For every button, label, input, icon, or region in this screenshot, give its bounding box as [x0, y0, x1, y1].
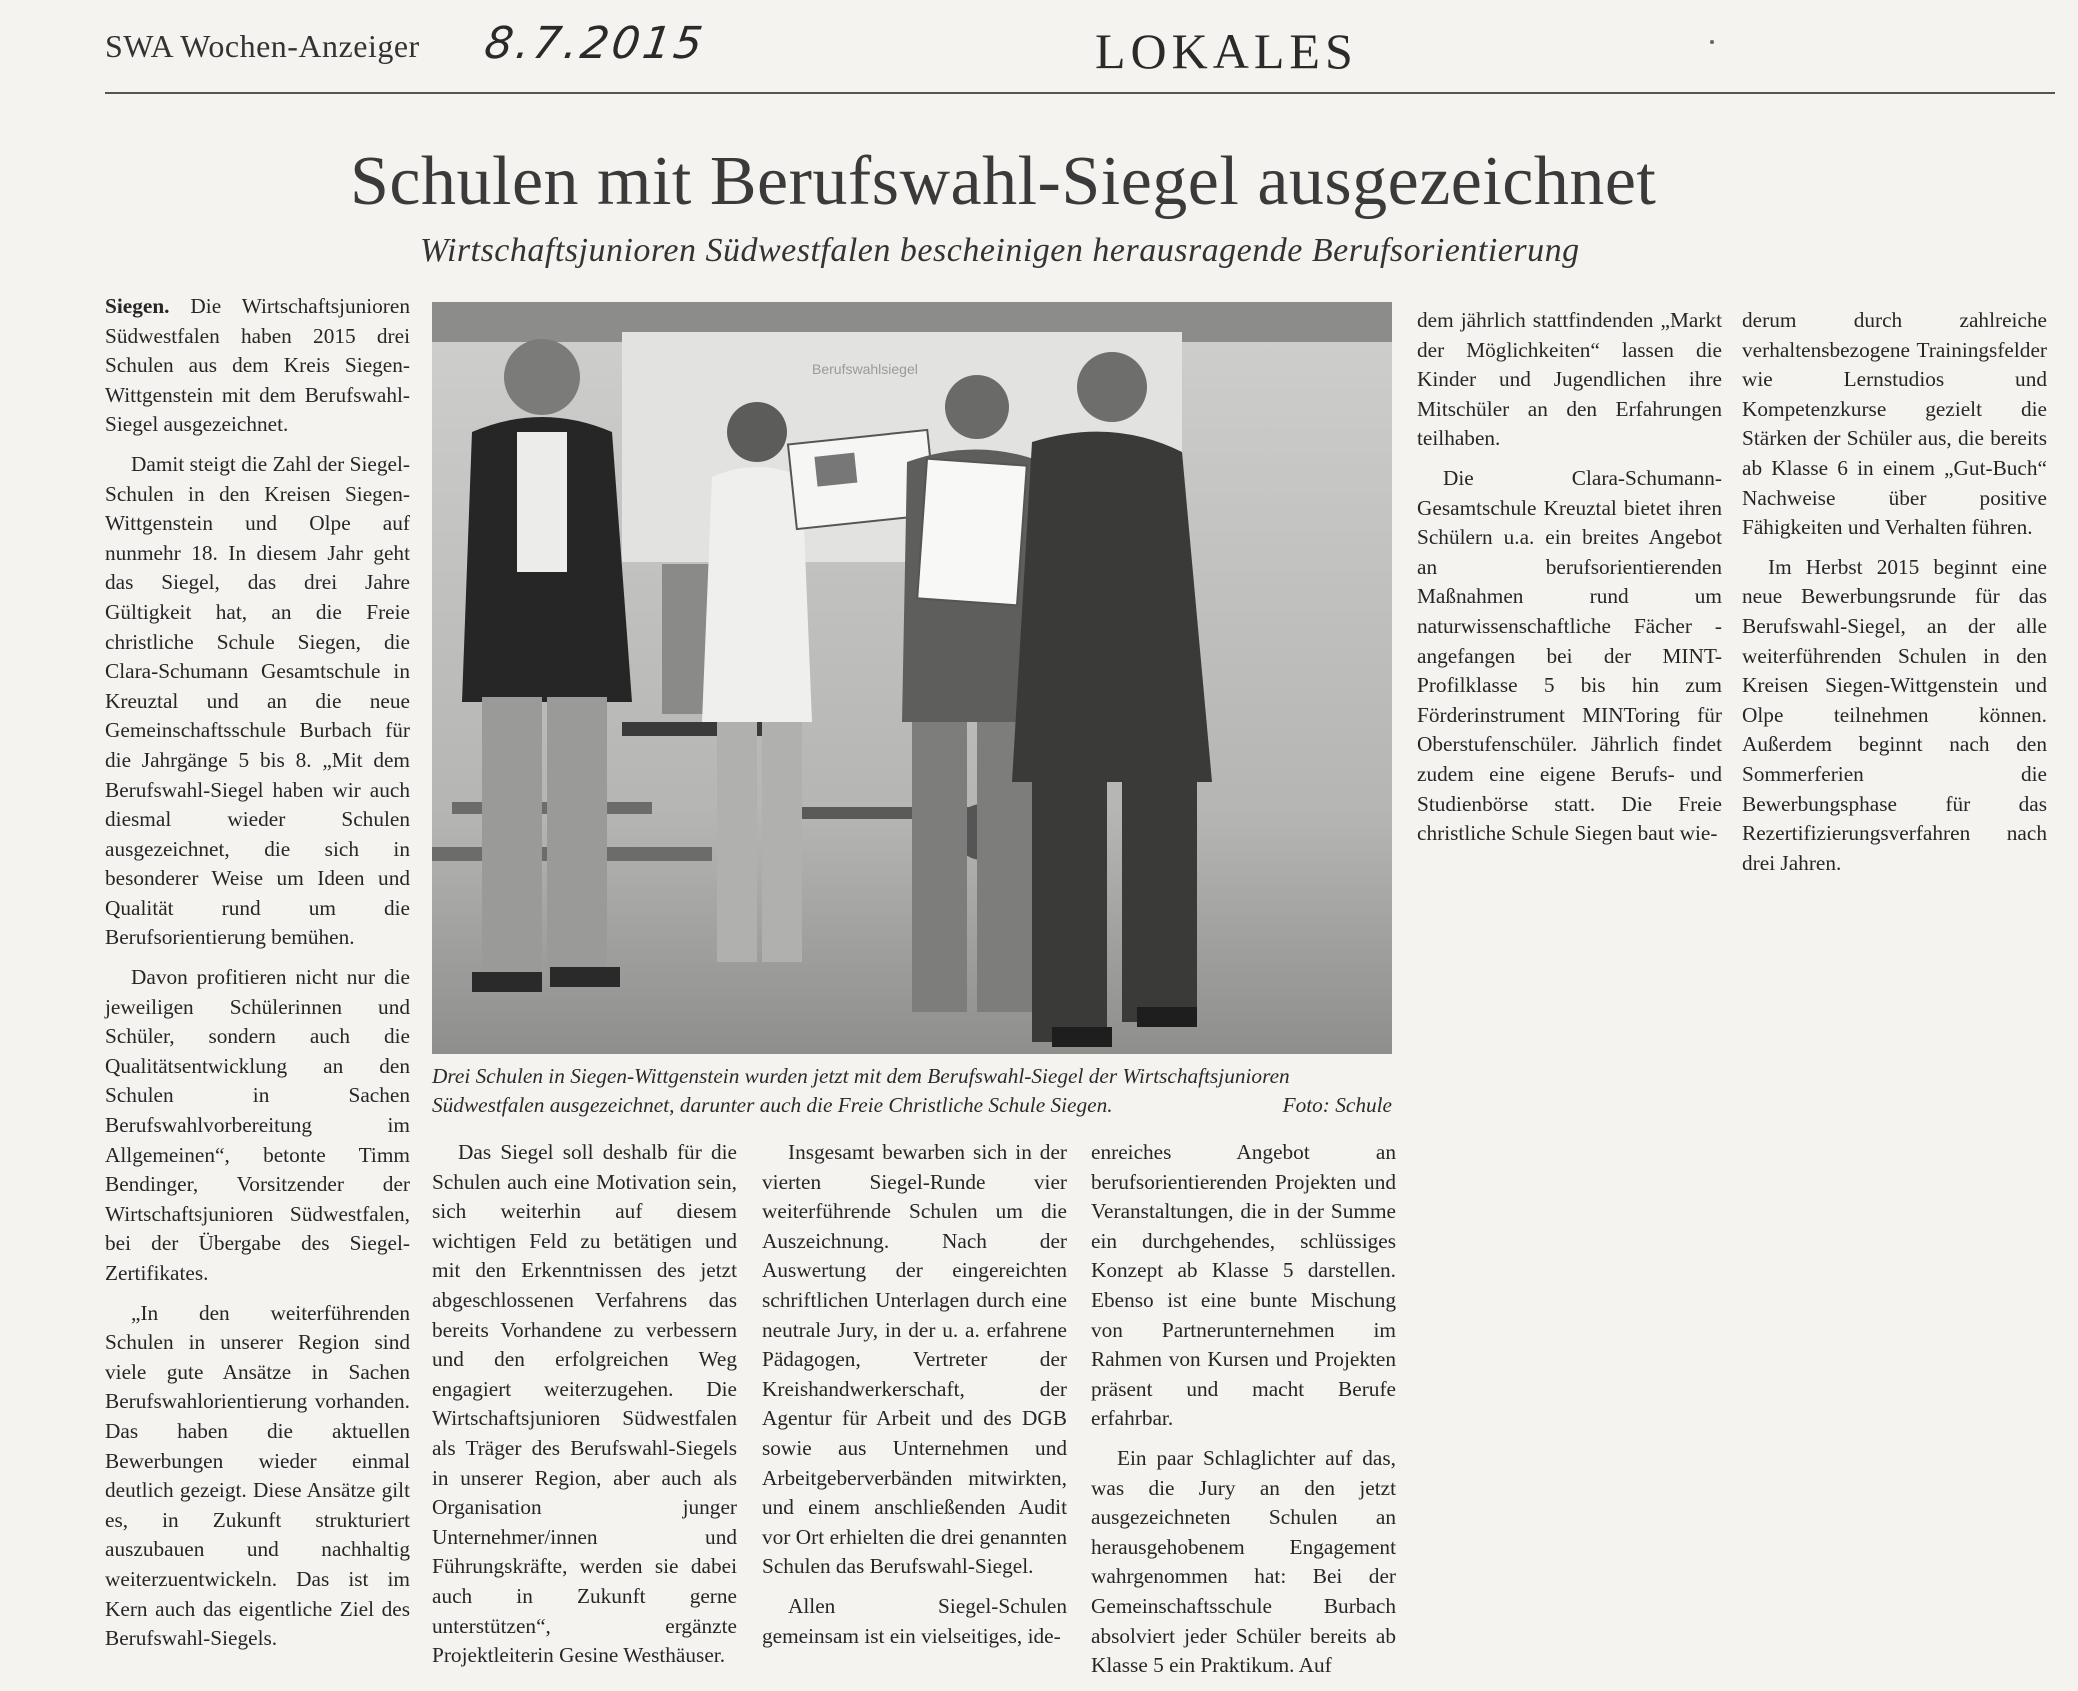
paragraph: enreiches Angebot an berufsorientierenden Projekten und Veranstaltungen, die in der Summe ein durchgehendes, schlüssiges Konzept ab Klasse 5 darstellen. Ebenso ist eine bunte Mischung von Partnerunternehmen im Rahmen von Kursen und Projekten präsent und macht Berufe erfahrbar. [1091, 1140, 1396, 1431]
paragraph: Damit steigt die Zahl der Siegel-Schulen in den Kreisen Siegen-Wittgenstein und Olpe auf nunmehr 18. In diesem Jahr geht das Siegel, das drei Jahre Gültigkeit hat, an die Freie christliche Schule Siegen, die Clara-Schumann Gesamtschule in Kreuztal und an die neue Gemeinschaftsschule Burbach für die Jahrgänge 5 bis 8. „Mit dem Berufswahl-Siegel haben wir auch diesmal wieder Schulen ausgezeichnet, die sich in besonderer Weise um Ideen und Qualität rund um die Berufsorientierung bemühen. [105, 451, 410, 950]
caption-text: Drei Schulen in Siegen-Wittgenstein wurden jetzt mit dem Berufswahl-Siegel der Wirtschaftsjunioren Südwestfalen ausgezeichnet, darunter auch die Freie Christliche Schule Siegen. [432, 1064, 1290, 1117]
paragraph: Allen Siegel-Schulen gemeinsam ist ein vielseitiges, ide- [762, 1593, 1067, 1648]
dateline: Siegen. [105, 294, 170, 318]
article-column-6 [1742, 306, 2047, 888]
photo-caption [432, 1062, 1392, 1120]
masthead [105, 18, 2055, 94]
article-column-4 [1091, 1138, 1396, 1691]
paragraph: Insgesamt bewarben sich in der vierten Siegel-Runde vier weiterführende Schulen um die Auszeichnung. Nach der Auswertung der eingereichten schriftlichen Unterlagen durch eine neutrale Jury, in der u. a. erfahrene Pädagogen, Vertreter der Kreishandwerkerschaft, der Agentur für Arbeit und des DGB sowie aus Unternehmen und Arbeitgeberverbänden mitwirkten, und einem anschließenden Audit vor Ort erhielten die drei genannten Schulen das Berufswahl-Siegel. [762, 1140, 1067, 1579]
article-headline: Schulen mit Berufswahl-Siegel ausgezeichnet [350, 143, 1657, 220]
section-title: LOKALES [1095, 23, 1358, 79]
newspaper-name: SWA Wochen-Anzeiger [105, 28, 420, 64]
paragraph: Ein paar Schlaglichter auf das, was die Jury an den jetzt ausgezeichneten Schulen an herausgehobenem Engagement wahrgenommen hat: Bei der Gemeinschaftsschule Burbach absolviert jeder Schüler bereits ab Klasse 5 ein Praktikum. Auf [1091, 1445, 1396, 1678]
handwritten-date: 8.7.2015 [481, 18, 709, 69]
article-column-1 [105, 292, 410, 1664]
photo-banner-text: Berufswahlsiegel [812, 361, 918, 377]
paragraph: derum durch zahlreiche verhaltensbezogene Trainingsfelder wie Lernstudios und Kompetenzkurse gezielt die Stärken der Schüler aus, die bereits ab Klasse 6 in einem „Gut-Buch“ Nachweise über positive Fähigkeiten und Verhalten führen. [1742, 308, 2047, 540]
article-subheadline: Wirtschaftsjunioren Südwestfalen bescheinigen herausragende Berufsorientierung [420, 232, 1580, 269]
article-photo [432, 302, 1392, 1054]
paragraph: „In den weiterführenden Schulen in unserer Region sind viele gute Ansätze in Sachen Berufswahlorientierung vorhanden. Das haben die aktuellen Bewerbungen wieder einmal deutlich gezeigt. Diese Ansätze gilt es, in Zukunft strukturiert auszubauen und nachhaltig weiterzuentwickeln. Das ist im Kern auch das eigentliche Ziel des Berufswahl-Siegels. [105, 1300, 410, 1651]
article-column-5 [1417, 306, 1722, 859]
article-column-2 [432, 1138, 737, 1681]
photo-credit: Foto: Schule [1282, 1093, 1392, 1117]
article-column-3 [762, 1138, 1067, 1661]
paragraph: Das Siegel soll deshalb für die Schulen auch eine Motivation sein, sich weiterhin auf diesem wichtigen Feld zu betätigen und mit den Erkenntnissen des jetzt abgeschlossenen Verfahrens das bereits Vorhandene zu verbessern und den erfolgreichen Weg engagiert weiterzugehen. Die Wirtschaftsjunioren Südwestfalen als Träger des Berufswahl-Siegels in unserer Region, aber auch als Organisation junger Unternehmer/innen und Führungskräfte, werden sie dabei auch in Zukunft gerne unterstützen“, ergänzte Projektleiterin Gesine Westhäuser. [432, 1140, 737, 1668]
paragraph [105, 292, 410, 440]
paragraph: Die Clara-Schumann-Gesamtschule Kreuztal bietet ihren Schülern u.a. ein breites Angebot an berufsorientierenden Maßnahmen rund um naturwissenschaftliche Fächer - angefangen bei der MINT-Profilklasse 5 bis hin zum Förderinstrument MINToring für Oberstufenschüler. Jährlich findet zudem eine eigene Berufs- und Studienbörse statt. Die Freie christliche Schule Siegen baut wie- [1417, 465, 1722, 846]
paragraph: Im Herbst 2015 beginnt eine neue Bewerbungsrunde für das Berufswahl-Siegel, an der alle weiterführenden Schulen in den Kreisen Siegen-Wittgenstein und Olpe teilnehmen können. Außerdem beginnt nach den Sommerferien die Bewerbungsphase für das Rezertifizierungsverfahren nach drei Jahren. [1742, 554, 2047, 875]
paragraph: dem jährlich stattfindenden „Markt der Möglichkeiten“ lassen die Kinder und Jugendlichen ihre Mitschüler an den Erfahrungen teilhaben. [1417, 308, 1722, 451]
scan-speck [1710, 40, 1714, 44]
masthead-rule [105, 92, 2055, 94]
paragraph-text: Die Wirtschaftsjunioren Südwestfalen haben 2015 drei Schulen aus dem Kreis Siegen-Wittgenstein mit dem Berufswahl-Siegel ausgezeichnet. [105, 294, 410, 437]
paragraph: Davon profitieren nicht nur die jeweiligen Schülerinnen und Schüler, sondern auch die Qualitätsentwicklung an den Schulen in Sachen Berufswahlvorbereitung im Allgemeinen“, betonte Timm Bendinger, Vorsitzender der Wirtschaftsjunioren Südwestfalen, bei der Übergabe des Siegel-Zertifikates. [105, 965, 410, 1285]
